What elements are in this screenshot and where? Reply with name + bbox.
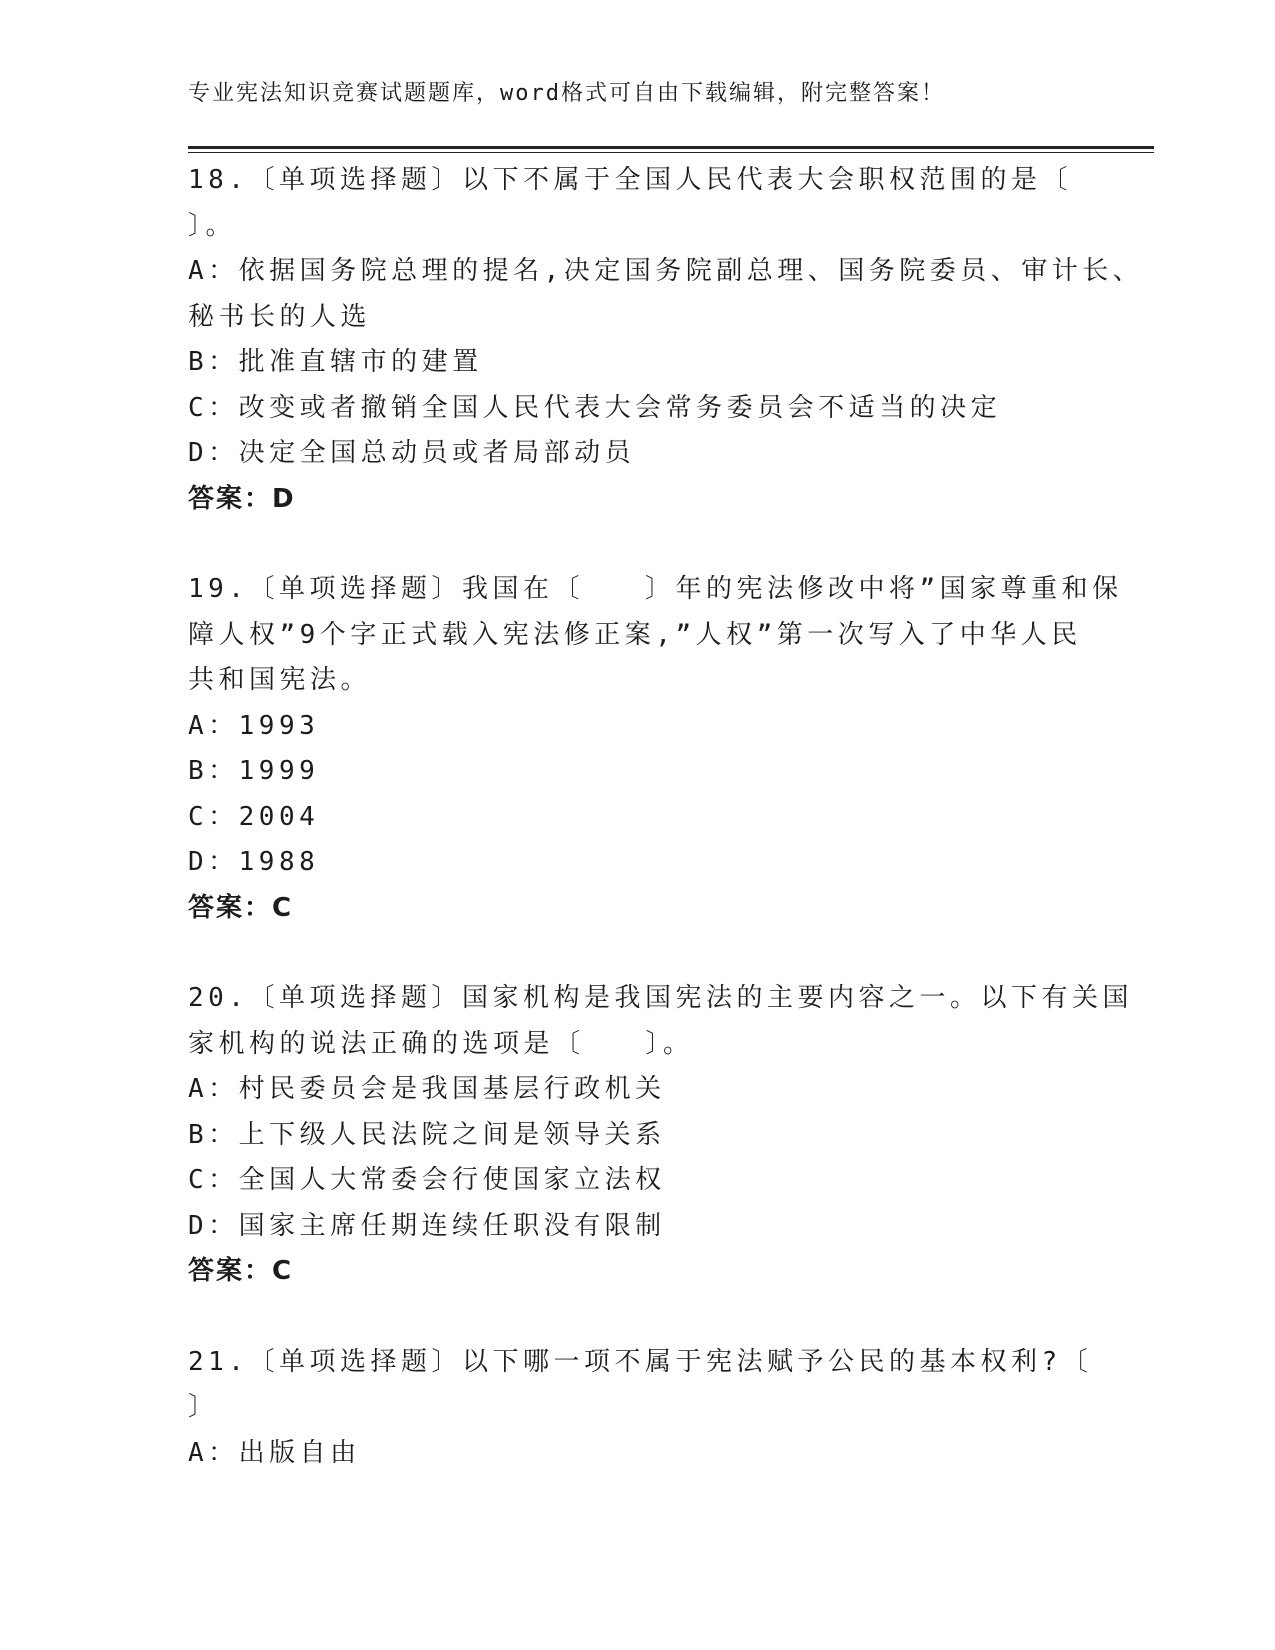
option-d: D：决定全国总动员或者局部动员 xyxy=(188,438,636,468)
option-d: D：国家主席任期连续任职没有限制 xyxy=(188,1210,666,1241)
option-c: C：全国人大常委会行使国家立法权 xyxy=(188,1165,666,1195)
answer-line: 答案：C xyxy=(188,1256,294,1286)
option-d: D：1988 xyxy=(188,847,320,877)
option-c: C：改变或者撤销全国人民代表大会常务委员会不适当的决定 xyxy=(188,392,1002,423)
option-a: A：村民委员会是我国基层行政机关 xyxy=(188,1074,666,1104)
option-c: C：2004 xyxy=(188,801,320,832)
question-stem-line: 21.〔单项选择题〕以下哪一项不属于宪法赋予公民的基本权利?〔 xyxy=(188,1346,1093,1377)
question-stem-line: 家机构的说法正确的选项是〔 〕。 xyxy=(188,1028,694,1059)
option-b: B：批准直辖市的建置 xyxy=(188,347,483,377)
question-stem-line: 〕。 xyxy=(188,210,237,241)
option-b: B：上下级人民法院之间是领导关系 xyxy=(188,1119,666,1150)
question-list xyxy=(188,158,1144,1476)
question-20 xyxy=(188,976,1133,1295)
question-stem-line: 20.〔单项选择题〕国家机构是我国宪法的主要内容之一。以下有关国 xyxy=(188,983,1133,1013)
option-b: B：1999 xyxy=(188,756,320,786)
option-a: A：依据国务院总理的提名,决定国务院副总理、国务院委员、审计长、 xyxy=(188,256,1144,286)
header-divider xyxy=(188,146,1154,153)
question-21 xyxy=(188,1340,1093,1477)
question-18 xyxy=(188,158,1144,522)
option-a-continued: 秘书长的人选 xyxy=(188,301,372,332)
question-stem-line: 共和国宪法。 xyxy=(188,665,372,695)
question-stem-line: 19.〔单项选择题〕我国在〔 〕年的宪法修改中将”国家尊重和保 xyxy=(188,574,1123,604)
question-stem-line: 障人权”9个字正式载入宪法修正案,”人权”第一次写入了中华人民 xyxy=(188,619,1082,650)
answer-line: 答案：D xyxy=(188,483,296,514)
question-stem-line: 18.〔单项选择题〕以下不属于全国人民代表大会职权范围的是〔 xyxy=(188,165,1072,195)
question-19 xyxy=(188,567,1123,931)
question-stem-line: 〕 xyxy=(188,1392,219,1422)
page-header: 专业宪法知识竞赛试题题库，word格式可自由下载编辑，附完整答案！ xyxy=(188,81,945,106)
option-a: A：出版自由 xyxy=(188,1437,361,1468)
answer-line: 答案：C xyxy=(188,892,294,923)
option-a: A：1993 xyxy=(188,710,320,741)
